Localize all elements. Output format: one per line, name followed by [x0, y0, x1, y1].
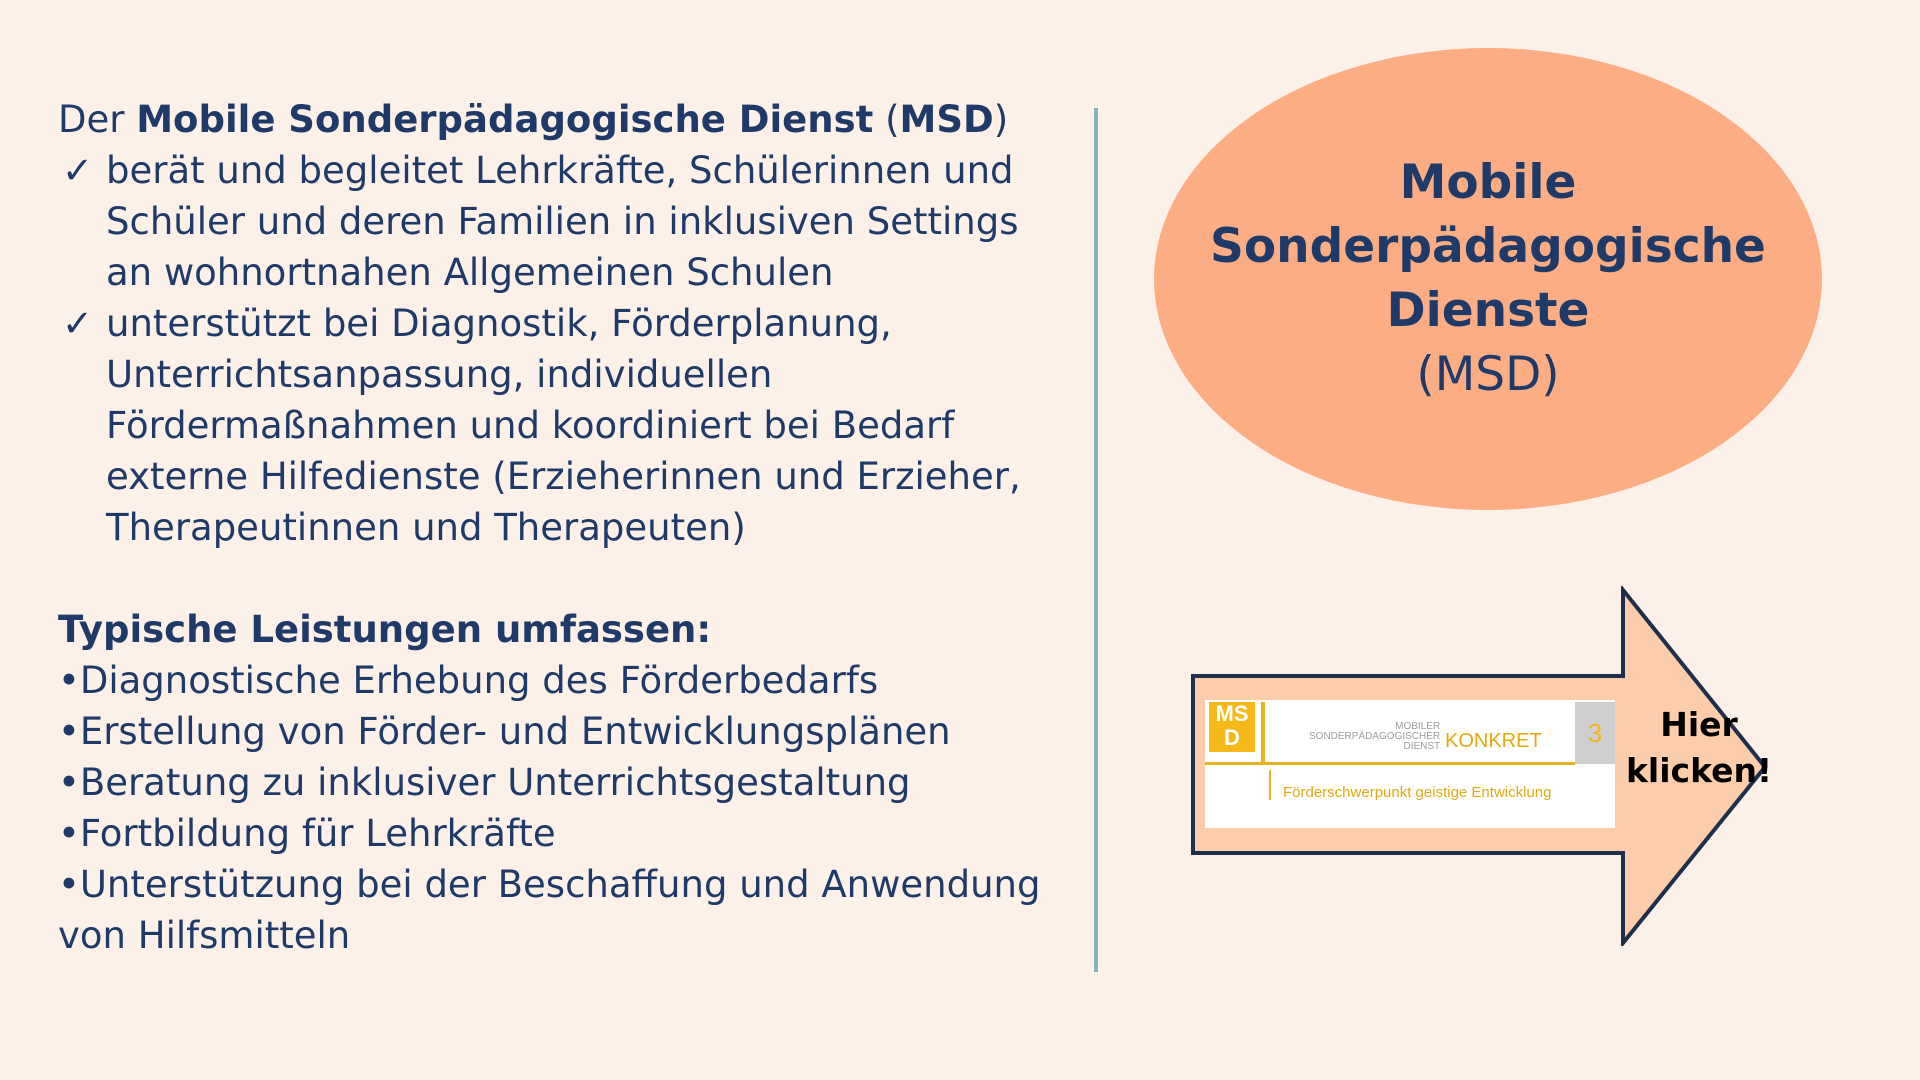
- badge-line-2: Sonderpädagogische: [1210, 219, 1766, 274]
- services-item: •Fortbildung für Lehrkräfte: [58, 812, 556, 855]
- checklist-item: [58, 145, 1068, 298]
- click-here-line-2[interactable]: klicken!: [1625, 751, 1773, 790]
- checklist-item-text: berät und begleitet Lehrkräfte, Schülerinnen und Schüler und deren Familien in inklusiven Settings an wohnortnahen Allgemeinen Schulen: [106, 149, 1019, 294]
- thumbnail-subtitle: [1309, 722, 1440, 752]
- services-heading: Typische Leistungen umfassen:: [58, 608, 712, 651]
- logo-text-bottom: D: [1224, 725, 1240, 750]
- msd-title-badge: [1154, 48, 1822, 510]
- click-here-link[interactable]: [1617, 702, 1781, 794]
- services-item: •Erstellung von Förder- und Entwicklungsplänen: [58, 710, 951, 753]
- thumbnail-title: KONKRET: [1445, 730, 1542, 752]
- thumbnail-accent-bar: [1261, 702, 1265, 764]
- abbr-close: ): [993, 98, 1009, 141]
- badge-line-1: Mobile: [1399, 155, 1577, 210]
- subtitle-line-3: DIENST: [1403, 741, 1441, 752]
- subtitle-line-2: SONDERPÄDAGOGISCHER: [1309, 731, 1441, 742]
- check-icon: ✓: [62, 149, 94, 192]
- check-icon: ✓: [62, 302, 94, 345]
- msd-logo: [1209, 702, 1255, 752]
- spacer: [58, 553, 1068, 604]
- service-abbr: MSD: [899, 98, 994, 141]
- subtitle-line-1: MOBILER: [1395, 721, 1441, 732]
- services-item: •Diagnostische Erhebung des Förderbedarfs: [58, 659, 879, 702]
- thumbnail-divider: [1205, 762, 1575, 765]
- click-here-line-1[interactable]: Hier: [1660, 705, 1738, 744]
- services-item: •Beratung zu inklusiver Unterrichtsgestaltung: [58, 761, 911, 804]
- intro-prefix: Der: [58, 98, 137, 141]
- vertical-divider: [1094, 108, 1098, 972]
- services-list: [58, 655, 1068, 961]
- content-column: [58, 94, 1068, 961]
- abbr-open: (: [873, 98, 900, 141]
- intro-line: [58, 94, 1068, 145]
- thumbnail-number: 3: [1575, 702, 1615, 764]
- services-item: •Unterstützung bei der Beschaffung und Anwendung von Hilfsmitteln: [58, 863, 1041, 957]
- service-name: Mobile Sonderpädagogische Dienst: [136, 98, 874, 141]
- badge-line-3: Dienste: [1386, 283, 1590, 338]
- checklist-item-text: unterstützt bei Diagnostik, Förderplanung, Unterrichtsanpassung, individuellen Fördermaßnahmen und koordiniert bei Bedarf externe Hilfedienste (Erzieherinnen und Erzieher, Therapeutinnen und Therapeuten): [106, 302, 1021, 549]
- logo-text-top: MS: [1215, 702, 1249, 726]
- msd-konkret-thumbnail[interactable]: [1205, 700, 1615, 828]
- checklist: [58, 145, 1068, 553]
- thumbnail-caption-bar: [1269, 770, 1271, 800]
- badge-line-4: (MSD): [1416, 347, 1560, 402]
- checklist-item: [58, 298, 1068, 553]
- thumbnail-caption: Förderschwerpunkt geistige Entwicklung: [1283, 784, 1552, 801]
